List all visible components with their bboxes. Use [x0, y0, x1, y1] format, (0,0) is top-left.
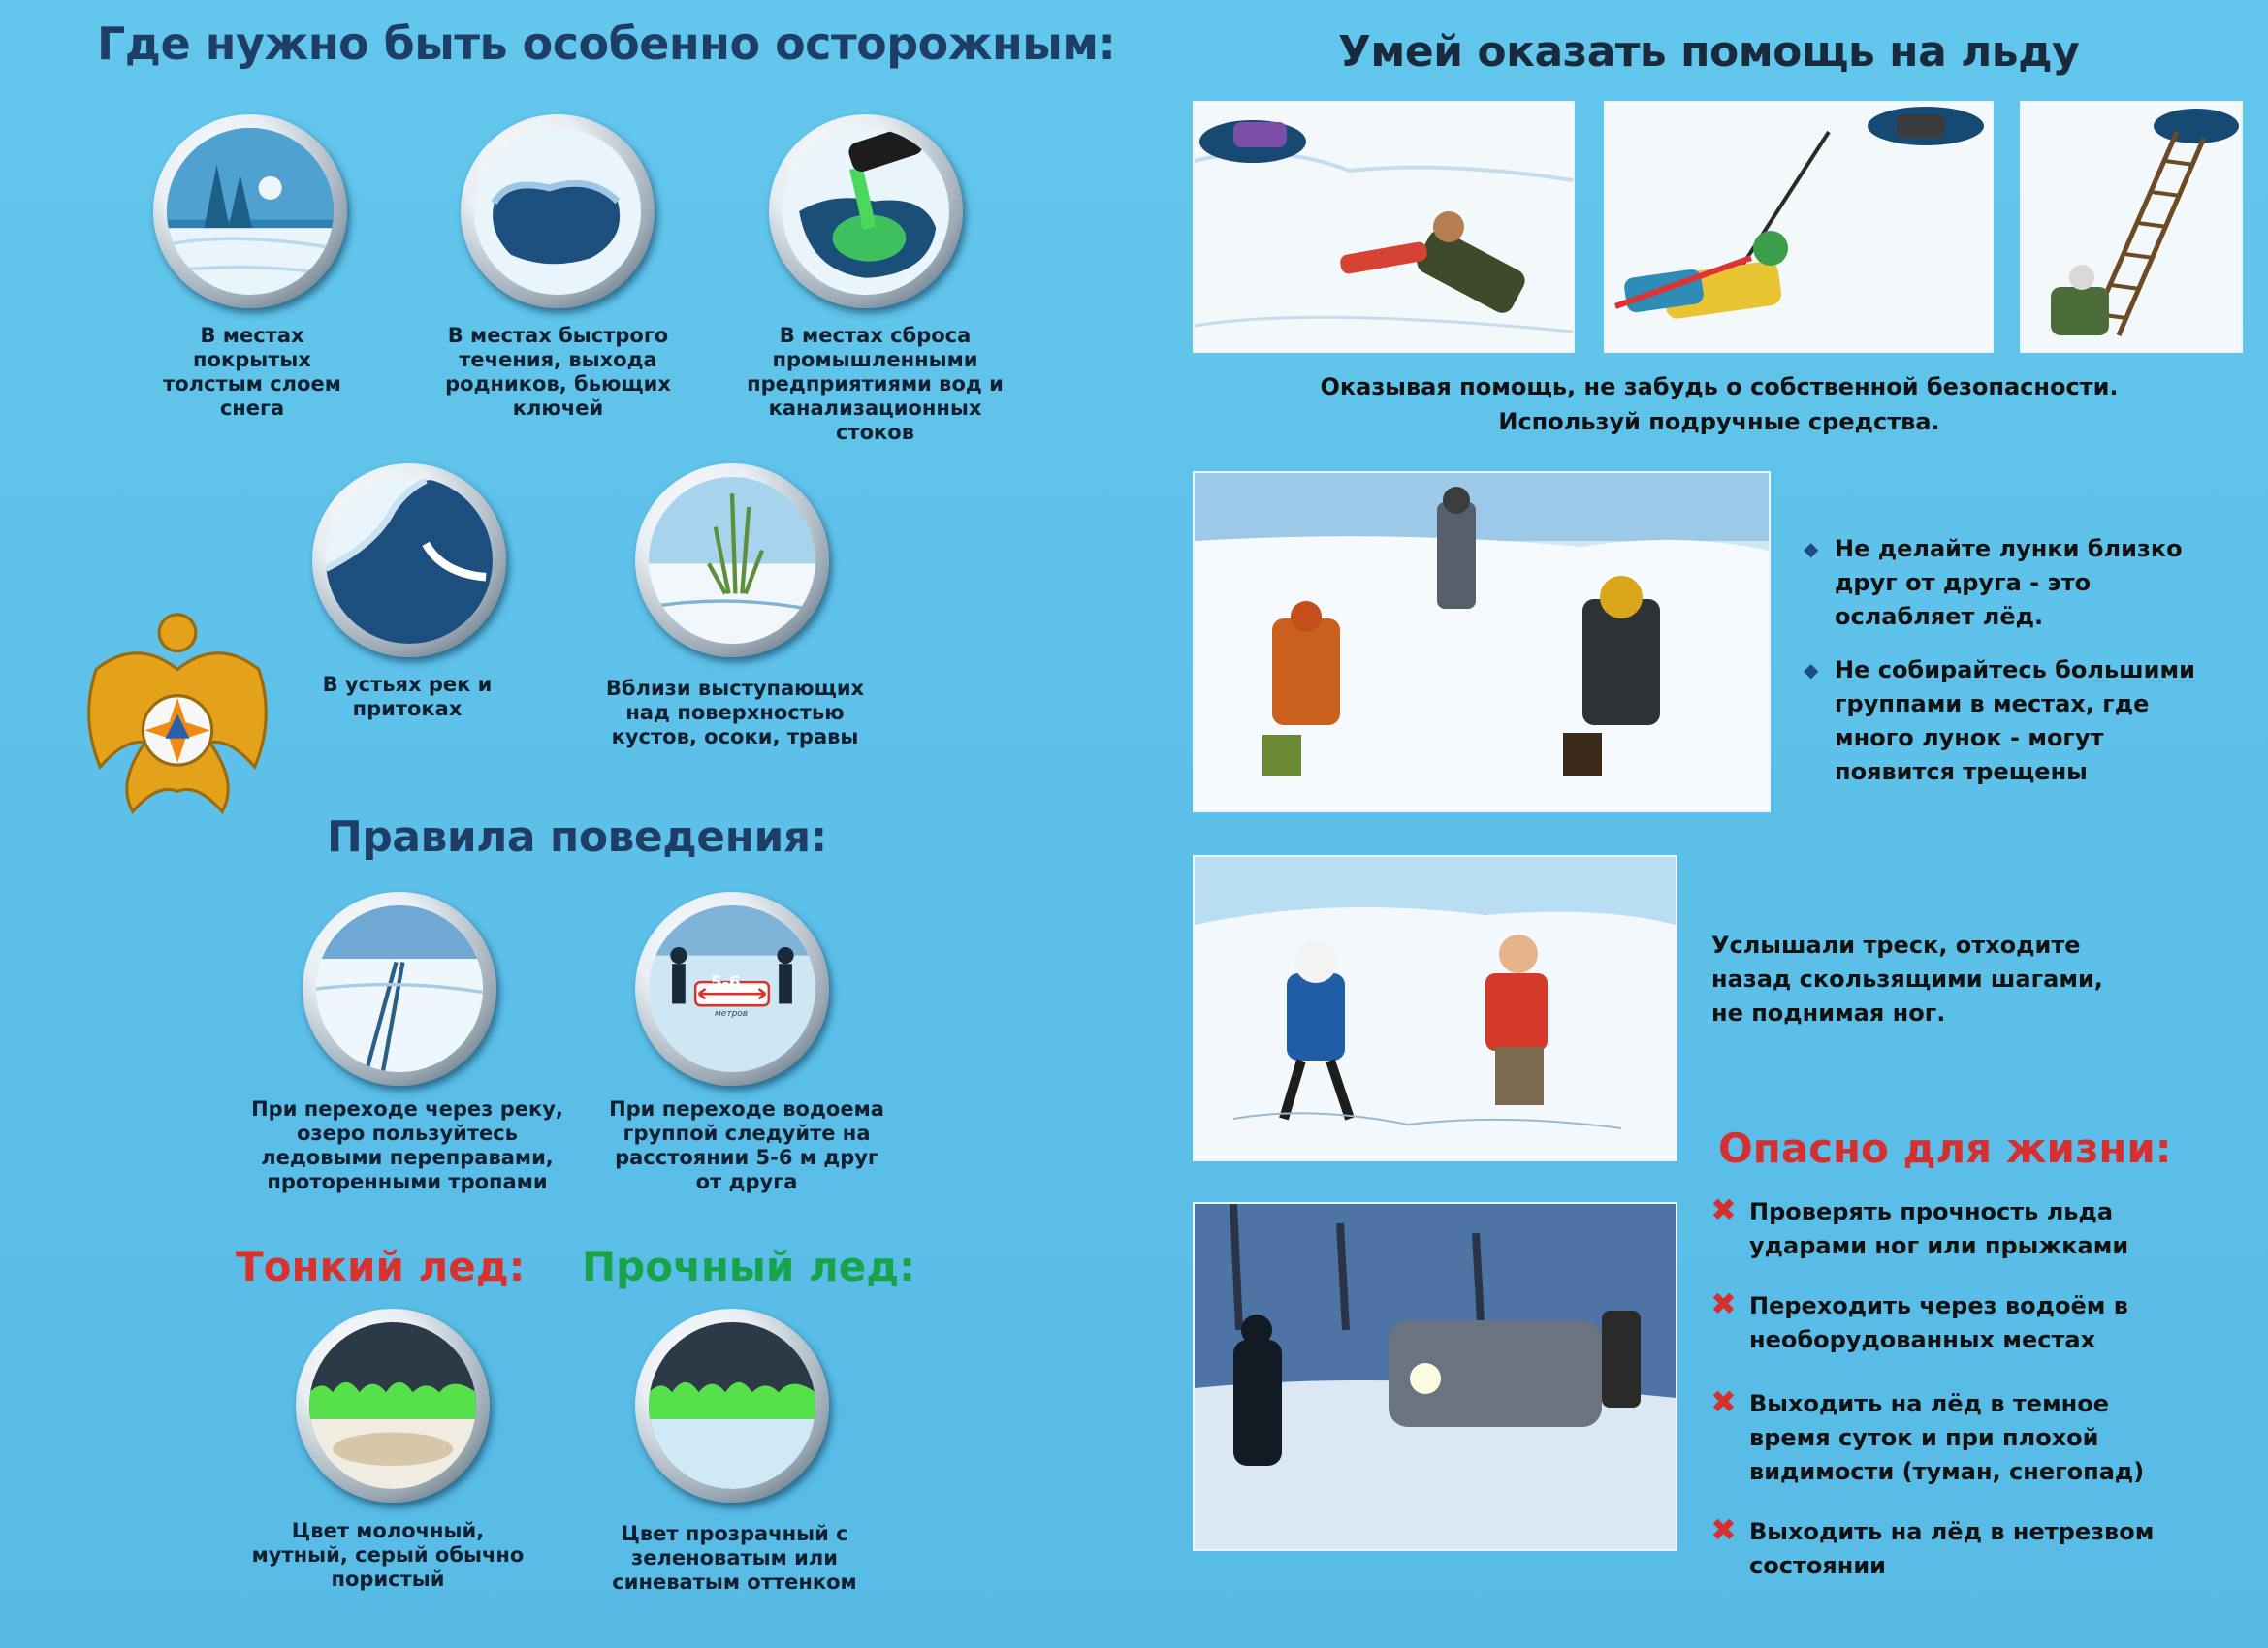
reeds-icon	[635, 463, 829, 657]
fishing-tip-1	[1804, 532, 2203, 634]
fishing-panel	[1195, 473, 1769, 810]
river-mouth-icon	[312, 463, 506, 657]
fishing-tip-2-text: Не собирайтесь большими группами в местах, где много лунок - могут появится трещены	[1835, 656, 2195, 785]
cross-icon: ✖	[1710, 1285, 1737, 1322]
strong-ice-title: Прочный лед:	[582, 1243, 915, 1290]
help-panel-hand	[1195, 103, 1573, 351]
diamond-bullet-icon: ◆	[1804, 658, 1819, 681]
careful-title: Где нужно быть особенно осторожным:	[97, 17, 1116, 70]
danger-item-2	[1710, 1285, 2176, 1357]
cross-icon: ✖	[1710, 1383, 1737, 1420]
night-car-panel	[1195, 1204, 1676, 1549]
danger-item-4	[1710, 1511, 2176, 1583]
danger-item-4-text: Выходить на лёд в нетрезвом состоянии	[1749, 1518, 2155, 1579]
danger-item-3-text: Выходить на лёд в темное время суток и при плохой видимости (туман, снегопад)	[1749, 1390, 2145, 1485]
rule-caption-2: При переходе водоема группой следуйте на расстоянии 5-6 м друг от друга	[609, 1097, 884, 1193]
crack-tip: Услышали треск, отходите назад скользящими шагами, не поднимая ног.	[1711, 932, 2103, 1027]
emblem-icon	[76, 596, 279, 848]
cross-icon: ✖	[1710, 1191, 1737, 1228]
thin-ice-caption: Цвет молочный, мутный, серый обычно пористый	[251, 1519, 525, 1591]
help-panel-ladder	[2022, 103, 2241, 351]
help-title: Умей оказать помощь на льду	[1338, 27, 2080, 77]
fishing-tip-1-text: Не делайте лунки близко друг от друга - это ослабляет лёд.	[1835, 535, 2183, 630]
thin-ice-icon	[296, 1309, 490, 1503]
danger-item-1	[1710, 1191, 2176, 1263]
thin-ice-title: Тонкий лед:	[236, 1243, 526, 1290]
place-caption-3: В местах сброса промышленными предприятиями вод и канализационных стоков	[747, 324, 1004, 444]
place-caption-2: В местах быстрого течения, выхода родников, бьющих ключей	[445, 324, 671, 420]
snow-forest-icon	[153, 114, 347, 308]
danger-item-2-text: Переходить через водоём в необорудованных местах	[1749, 1292, 2128, 1353]
place-caption-5: Вблизи выступающих над поверхностью кустов, осоки, травы	[605, 677, 865, 748]
distance-sign-label: 5-6	[711, 973, 741, 993]
help-caption-line-2: Используй подручные средства.	[1498, 408, 1940, 435]
waste-pipe-icon	[769, 114, 963, 308]
fishing-tip-2	[1804, 653, 2218, 789]
place-caption-1: В местах покрытых толстым слоем снега	[163, 324, 341, 420]
ice-trail-icon	[303, 892, 496, 1086]
distance-unit-label: метров	[715, 1009, 749, 1019]
rules-title: Правила поведения:	[327, 812, 827, 862]
cross-icon: ✖	[1710, 1511, 1737, 1548]
rule-caption-1: При переходе через реку, озеро пользуйтесь ледовыми переправами, проторенными тропами	[251, 1097, 563, 1193]
help-panel-ski-pole	[1606, 103, 1992, 351]
place-caption-4: В устьях рек и притоках	[322, 673, 493, 720]
help-caption-line-1: Оказывая помощь, не забудь о собственной безопасности.	[1320, 373, 2119, 400]
group-distance-icon	[635, 892, 829, 1086]
danger-title: Опасно для жизни:	[1718, 1125, 2172, 1172]
danger-item-1-text: Проверять прочность льда ударами ног или прыжками	[1749, 1198, 2129, 1259]
ice-hole-icon	[461, 114, 655, 308]
crack-panel	[1195, 857, 1676, 1159]
strong-ice-caption: Цвет прозрачный с зеленоватым или синеватым оттенком	[612, 1522, 857, 1594]
danger-item-3	[1710, 1383, 2176, 1489]
diamond-bullet-icon: ◆	[1804, 537, 1819, 560]
strong-ice-icon	[635, 1309, 829, 1503]
